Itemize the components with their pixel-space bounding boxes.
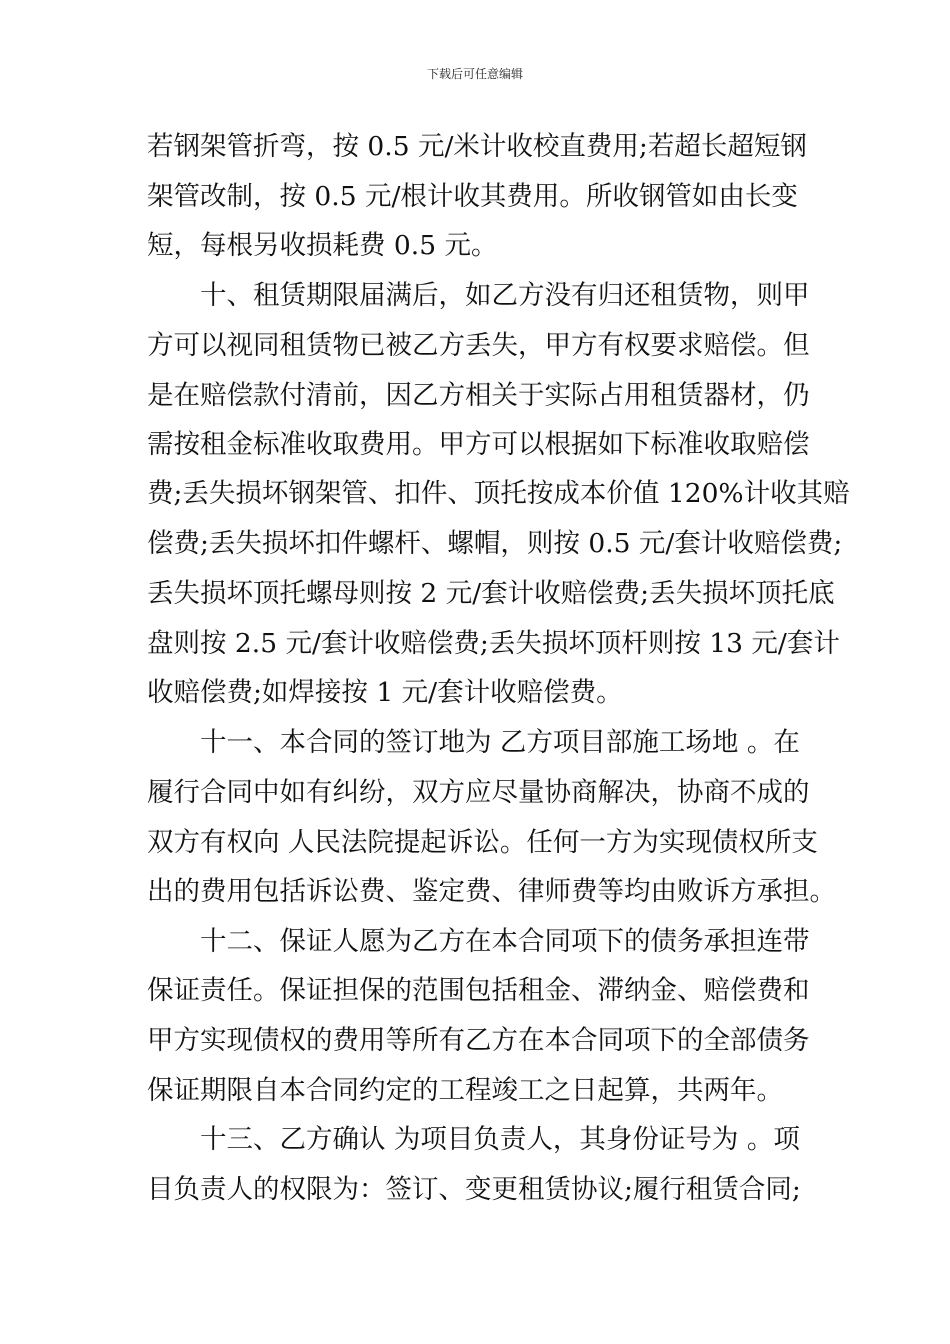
body-line: 十、租赁期限届满后，如乙方没有归还租赁物，则甲 xyxy=(147,280,810,311)
body-line: 收赔偿费;如焊接按 1 元/套计收赔偿费。 xyxy=(147,677,623,708)
body-line: 履行合同中如有纠纷，双方应尽量协商解决，协商不成的 xyxy=(147,777,810,808)
body-line: 偿费;丢失损坏扣件螺杆、螺帽，则按 0.5 元/套计收赔偿费; xyxy=(147,528,843,559)
body-line: 是在赔偿款付清前，因乙方相关于实际占用租赁器材，仍 xyxy=(147,380,810,411)
body-line: 保证责任。保证担保的范围包括租金、滞纳金、赔偿费和 xyxy=(147,975,810,1006)
body-line: 需按租金标准收取费用。甲方可以根据如下标准收取赔偿 xyxy=(147,429,810,460)
body-line: 短，每根另收损耗费 0.5 元。 xyxy=(147,230,498,261)
body-line: 十三、乙方确认 为项目负责人，其身份证号为 。项 xyxy=(147,1124,800,1155)
page-header: 下载后可任意编辑 xyxy=(426,67,523,81)
body-line: 双方有权向 人民法院提起诉讼。任何一方为实现债权所支 xyxy=(147,827,818,858)
body-line: 方可以视同租赁物已被乙方丢失，甲方有权要求赔偿。但 xyxy=(147,330,810,361)
body-line: 目负责人的权限为：签订、变更租赁协议;履行租赁合同; xyxy=(147,1174,801,1205)
body-line: 盘则按 2.5 元/套计收赔偿费;丢失损坏顶杆则按 13 元/套计 xyxy=(147,628,840,659)
body-line: 十二、保证人愿为乙方在本合同项下的债务承担连带 xyxy=(147,926,810,957)
body-line: 架管改制，按 0.5 元/根计收其费用。所收钢管如由长变 xyxy=(147,181,798,212)
body-line: 十一、本合同的签订地为 乙方项目部施工场地 。在 xyxy=(147,727,800,758)
body-line: 甲方实现债权的费用等所有乙方在本合同项下的全部债务 xyxy=(147,1025,810,1056)
body-line: 若钢架管折弯，按 0.5 元/米计收校直费用;若超长超短钢 xyxy=(147,131,807,162)
body-line: 丢失损坏顶托螺母则按 2 元/套计收赔偿费;丢失损坏顶托底 xyxy=(147,578,835,609)
body-line: 费;丢失损坏钢架管、扣件、顶托按成本价值 120%计收其赔 xyxy=(147,478,850,509)
body-line: 出的费用包括诉讼费、鉴定费、律师费等均由败诉方承担。 xyxy=(147,876,836,907)
body-line: 保证期限自本合同约定的工程竣工之日起算，共两年。 xyxy=(147,1075,783,1106)
